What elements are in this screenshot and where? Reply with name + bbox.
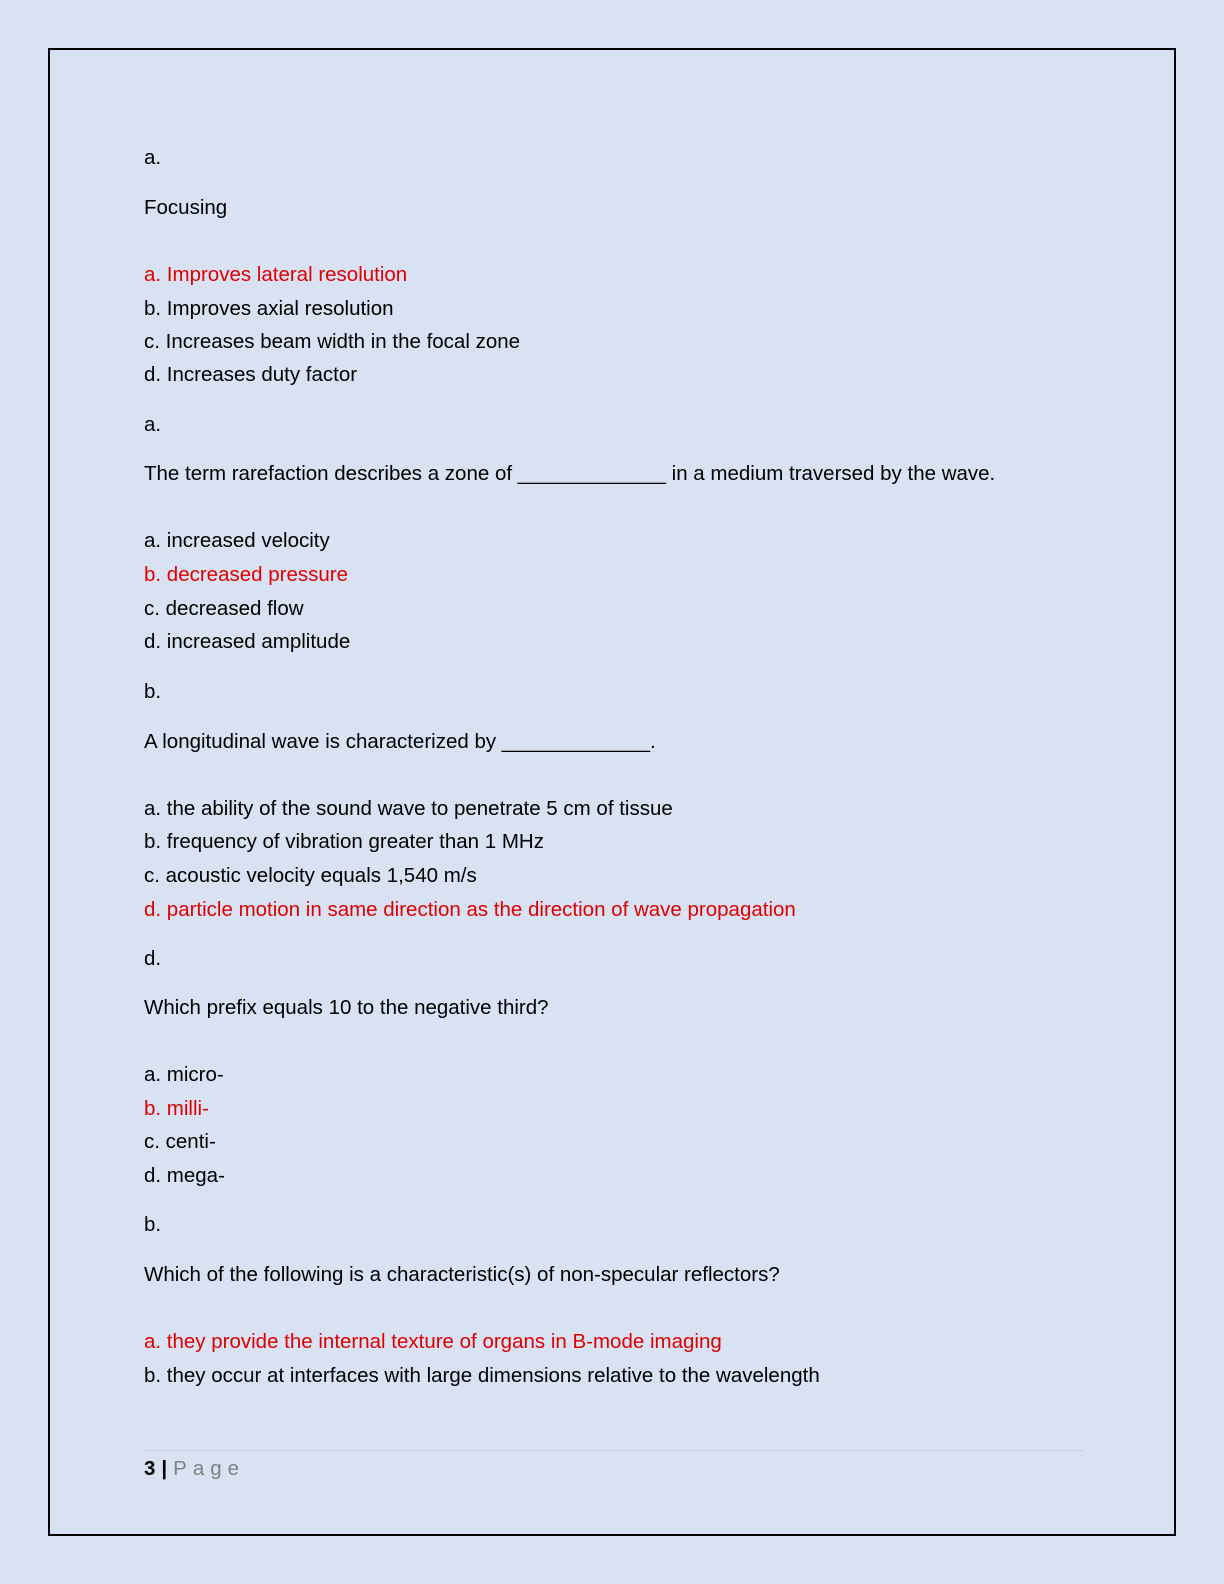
footer-separator: | <box>161 1457 168 1480</box>
option-correct: d. particle motion in same direction as the direction of wave propagation <box>144 898 796 921</box>
footer-divider <box>142 1450 1084 1451</box>
option: c. decreased flow <box>144 597 304 620</box>
option-correct: b. milli- <box>144 1097 209 1120</box>
question-stem: Focusing <box>144 196 228 219</box>
option: c. centi- <box>144 1130 216 1153</box>
option: d. increased amplitude <box>144 630 351 653</box>
option-correct: a. they provide the internal texture of organs in B-mode imaging <box>144 1330 722 1353</box>
option-correct: b. decreased pressure <box>144 563 348 586</box>
page-number: 3 <box>144 1457 156 1480</box>
answer-key: d. <box>144 947 162 970</box>
option: d. mega- <box>144 1164 225 1187</box>
answer-key: a. <box>144 413 162 436</box>
question-stem: The term rarefaction describes a zone of _____________ in a medium traversed by the wave. <box>144 462 996 485</box>
option-correct: a. Improves lateral resolution <box>144 263 408 286</box>
option: a. the ability of the sound wave to penetrate 5 cm of tissue <box>144 797 673 820</box>
answer-key: b. <box>144 680 162 703</box>
option: c. acoustic velocity equals 1,540 m/s <box>144 864 477 887</box>
option: b. they occur at interfaces with large dimensions relative to the wavelength <box>144 1364 820 1387</box>
page-label: Page <box>173 1457 246 1480</box>
option: a. increased velocity <box>144 529 330 552</box>
page-footer <box>144 1456 245 1482</box>
question-stem: A longitudinal wave is characterized by _____________. <box>144 730 656 753</box>
question-stem: Which prefix equals 10 to the negative third? <box>144 996 549 1019</box>
question-stem: Which of the following is a characteristic(s) of non-specular reflectors? <box>144 1263 780 1286</box>
previous-answer: a. <box>144 146 162 169</box>
option: a. micro- <box>144 1063 224 1086</box>
option: b. frequency of vibration greater than 1 MHz <box>144 830 544 853</box>
option: c. Increases beam width in the focal zone <box>144 330 521 353</box>
option: b. Improves axial resolution <box>144 297 394 320</box>
option: d. Increases duty factor <box>144 363 358 386</box>
answer-key: b. <box>144 1213 162 1236</box>
